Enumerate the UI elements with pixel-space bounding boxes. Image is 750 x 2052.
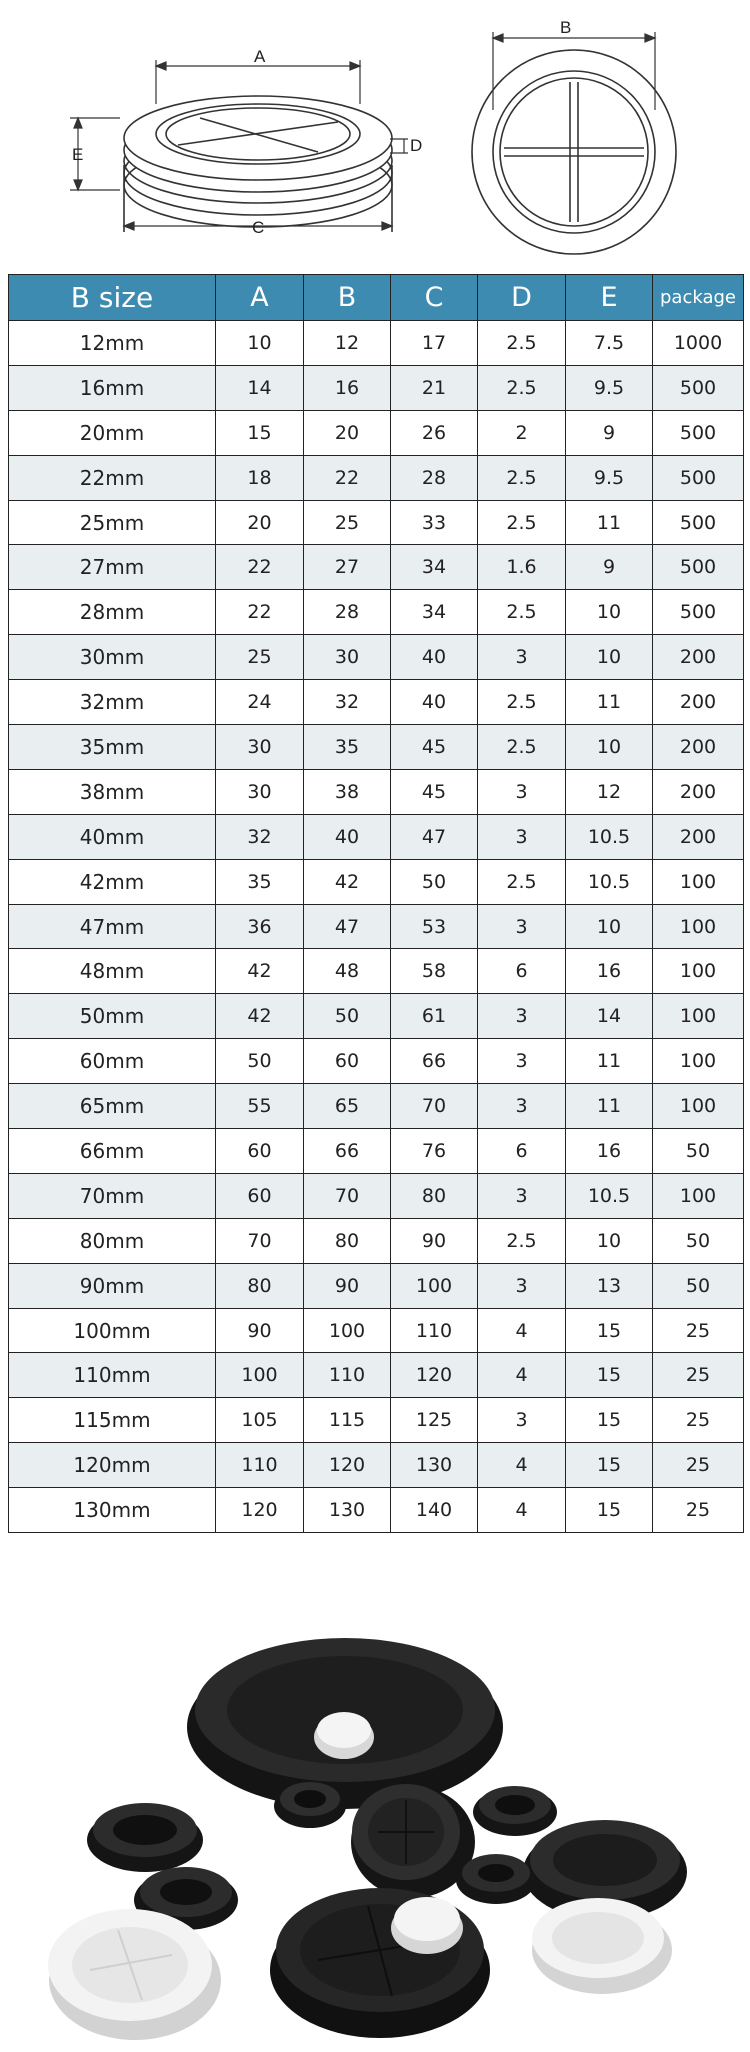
cell-b: 66 — [304, 1129, 391, 1174]
cell-d: 4 — [478, 1443, 566, 1488]
cell-a: 50 — [216, 1039, 304, 1084]
cell-b-size: 38mm — [9, 769, 216, 814]
cell-a: 10 — [216, 321, 304, 366]
cell-c: 40 — [391, 635, 478, 680]
cell-b: 60 — [304, 1039, 391, 1084]
cell-e: 16 — [566, 949, 653, 994]
table-row — [9, 545, 744, 590]
cell-e: 10 — [566, 635, 653, 680]
table-row — [9, 859, 744, 904]
black-grommet-left — [87, 1803, 203, 1872]
cell-e: 15 — [566, 1308, 653, 1353]
cell-b-size: 66mm — [9, 1129, 216, 1174]
cell-d: 2.5 — [478, 455, 566, 500]
cell-d: 2.5 — [478, 859, 566, 904]
table-row — [9, 725, 744, 770]
table-row — [9, 1084, 744, 1129]
cell-b-size: 50mm — [9, 994, 216, 1039]
header-b-size: B size — [9, 275, 216, 321]
cell-d: 1.6 — [478, 545, 566, 590]
cell-d: 2.5 — [478, 725, 566, 770]
cell-e: 10 — [566, 725, 653, 770]
cell-b: 50 — [304, 994, 391, 1039]
cell-c: 130 — [391, 1443, 478, 1488]
cell-package: 500 — [653, 410, 744, 455]
white-grommet-front-small — [391, 1897, 463, 1954]
header-b: B — [304, 275, 391, 321]
cell-package: 200 — [653, 725, 744, 770]
header-a: A — [216, 275, 304, 321]
cell-b-size: 20mm — [9, 410, 216, 455]
cell-e: 10.5 — [566, 814, 653, 859]
cell-d: 3 — [478, 904, 566, 949]
size-table — [8, 274, 744, 1533]
table-row — [9, 1443, 744, 1488]
cell-a: 15 — [216, 410, 304, 455]
cell-d: 3 — [478, 1263, 566, 1308]
cell-b-size: 115mm — [9, 1398, 216, 1443]
cell-b-size: 60mm — [9, 1039, 216, 1084]
dimension-diagram — [0, 0, 750, 270]
cell-d: 4 — [478, 1308, 566, 1353]
cell-a: 105 — [216, 1398, 304, 1443]
cell-d: 2.5 — [478, 365, 566, 410]
cell-b: 42 — [304, 859, 391, 904]
header-d: D — [478, 275, 566, 321]
cell-b-size: 70mm — [9, 1173, 216, 1218]
cell-d: 2.5 — [478, 321, 566, 366]
cell-b: 120 — [304, 1443, 391, 1488]
cell-c: 33 — [391, 500, 478, 545]
cell-e: 10 — [566, 904, 653, 949]
grommet-drawing — [0, 0, 750, 270]
cell-c: 53 — [391, 904, 478, 949]
cell-d: 2.5 — [478, 590, 566, 635]
cell-d: 4 — [478, 1488, 566, 1533]
cell-a: 70 — [216, 1218, 304, 1263]
cell-package: 100 — [653, 949, 744, 994]
cell-a: 30 — [216, 725, 304, 770]
cell-package: 100 — [653, 1039, 744, 1084]
cell-e: 15 — [566, 1443, 653, 1488]
cell-a: 25 — [216, 635, 304, 680]
cell-b: 32 — [304, 680, 391, 725]
cell-e: 11 — [566, 1039, 653, 1084]
cell-c: 28 — [391, 455, 478, 500]
grommets-illustration — [0, 1610, 750, 2040]
cell-a: 14 — [216, 365, 304, 410]
product-photo — [0, 1610, 750, 2040]
cell-a: 35 — [216, 859, 304, 904]
cell-b-size: 80mm — [9, 1218, 216, 1263]
cell-package: 500 — [653, 500, 744, 545]
cell-a: 80 — [216, 1263, 304, 1308]
cell-a: 22 — [216, 590, 304, 635]
cell-c: 120 — [391, 1353, 478, 1398]
cell-package: 50 — [653, 1129, 744, 1174]
cell-package: 500 — [653, 545, 744, 590]
cell-a: 110 — [216, 1443, 304, 1488]
cell-e: 16 — [566, 1129, 653, 1174]
cell-c: 45 — [391, 725, 478, 770]
cell-b: 35 — [304, 725, 391, 770]
cell-b-size: 22mm — [9, 455, 216, 500]
cell-package: 25 — [653, 1308, 744, 1353]
cell-b-size: 90mm — [9, 1263, 216, 1308]
cell-e: 11 — [566, 500, 653, 545]
cell-a: 90 — [216, 1308, 304, 1353]
cell-b: 130 — [304, 1488, 391, 1533]
cell-b-size: 12mm — [9, 321, 216, 366]
table-row — [9, 680, 744, 725]
header-package: package — [653, 275, 744, 321]
cell-c: 70 — [391, 1084, 478, 1129]
cell-b: 115 — [304, 1398, 391, 1443]
cell-package: 500 — [653, 455, 744, 500]
cell-e: 10.5 — [566, 1173, 653, 1218]
cell-c: 90 — [391, 1218, 478, 1263]
cell-e: 11 — [566, 1084, 653, 1129]
cell-b: 20 — [304, 410, 391, 455]
cell-a: 32 — [216, 814, 304, 859]
cell-a: 42 — [216, 949, 304, 994]
cell-package: 1000 — [653, 321, 744, 366]
cell-b-size: 25mm — [9, 500, 216, 545]
white-grommet-small-top — [314, 1712, 374, 1759]
table-row — [9, 1353, 744, 1398]
cell-b: 90 — [304, 1263, 391, 1308]
cell-package: 25 — [653, 1398, 744, 1443]
cell-e: 15 — [566, 1398, 653, 1443]
cell-d: 3 — [478, 994, 566, 1039]
cell-c: 80 — [391, 1173, 478, 1218]
cell-d: 4 — [478, 1353, 566, 1398]
table-row — [9, 635, 744, 680]
cell-d: 3 — [478, 1173, 566, 1218]
table-row — [9, 321, 744, 366]
header-e: E — [566, 275, 653, 321]
cell-d: 2 — [478, 410, 566, 455]
cell-a: 20 — [216, 500, 304, 545]
cell-package: 100 — [653, 1084, 744, 1129]
cell-b: 65 — [304, 1084, 391, 1129]
cell-a: 60 — [216, 1129, 304, 1174]
cell-e: 11 — [566, 680, 653, 725]
cell-a: 120 — [216, 1488, 304, 1533]
cell-b: 70 — [304, 1173, 391, 1218]
table-row — [9, 994, 744, 1039]
table-row — [9, 1039, 744, 1084]
table-row — [9, 949, 744, 994]
grommet-top-view — [472, 50, 676, 254]
cell-e: 14 — [566, 994, 653, 1039]
cell-b-size: 35mm — [9, 725, 216, 770]
cell-b-size: 130mm — [9, 1488, 216, 1533]
cell-b: 48 — [304, 949, 391, 994]
cell-e: 10 — [566, 1218, 653, 1263]
cell-b: 22 — [304, 455, 391, 500]
cell-a: 36 — [216, 904, 304, 949]
cell-a: 100 — [216, 1353, 304, 1398]
cell-e: 9.5 — [566, 365, 653, 410]
cell-b-size: 27mm — [9, 545, 216, 590]
table-row — [9, 1218, 744, 1263]
cell-package: 25 — [653, 1443, 744, 1488]
cell-c: 110 — [391, 1308, 478, 1353]
cell-d: 3 — [478, 814, 566, 859]
cell-b: 16 — [304, 365, 391, 410]
cell-c: 50 — [391, 859, 478, 904]
table-row — [9, 1308, 744, 1353]
cell-b: 40 — [304, 814, 391, 859]
cell-c: 26 — [391, 410, 478, 455]
cell-b: 12 — [304, 321, 391, 366]
cell-b-size: 28mm — [9, 590, 216, 635]
cell-e: 9 — [566, 410, 653, 455]
cell-b-size: 42mm — [9, 859, 216, 904]
cell-e: 13 — [566, 1263, 653, 1308]
cell-b: 27 — [304, 545, 391, 590]
cell-b-size: 48mm — [9, 949, 216, 994]
cell-c: 45 — [391, 769, 478, 814]
cell-c: 17 — [391, 321, 478, 366]
cell-package: 100 — [653, 994, 744, 1039]
cell-e: 9.5 — [566, 455, 653, 500]
table-row — [9, 814, 744, 859]
table-row — [9, 365, 744, 410]
cell-b: 110 — [304, 1353, 391, 1398]
cell-a: 42 — [216, 994, 304, 1039]
cell-e: 12 — [566, 769, 653, 814]
black-grommet-right-top — [473, 1786, 557, 1836]
cell-package: 50 — [653, 1263, 744, 1308]
cell-c: 47 — [391, 814, 478, 859]
table-row — [9, 1263, 744, 1308]
cell-b: 30 — [304, 635, 391, 680]
cell-a: 24 — [216, 680, 304, 725]
cell-package: 100 — [653, 1173, 744, 1218]
cell-d: 2.5 — [478, 1218, 566, 1263]
cell-c: 34 — [391, 590, 478, 635]
cell-package: 25 — [653, 1488, 744, 1533]
cell-package: 500 — [653, 590, 744, 635]
cell-d: 3 — [478, 1039, 566, 1084]
label-a: A — [254, 47, 266, 66]
cell-c: 76 — [391, 1129, 478, 1174]
cell-e: 10 — [566, 590, 653, 635]
cell-b-size: 65mm — [9, 1084, 216, 1129]
table-row — [9, 1488, 744, 1533]
cell-b-size: 16mm — [9, 365, 216, 410]
cell-package: 200 — [653, 680, 744, 725]
cell-b-size: 40mm — [9, 814, 216, 859]
cell-d: 3 — [478, 769, 566, 814]
table-row — [9, 1398, 744, 1443]
white-grommet-right — [532, 1898, 672, 1994]
cell-b: 28 — [304, 590, 391, 635]
cell-e: 10.5 — [566, 859, 653, 904]
table-row — [9, 1173, 744, 1218]
cell-e: 7.5 — [566, 321, 653, 366]
cell-c: 40 — [391, 680, 478, 725]
cell-c: 125 — [391, 1398, 478, 1443]
table-row — [9, 500, 744, 545]
table-row — [9, 410, 744, 455]
cell-b-size: 110mm — [9, 1353, 216, 1398]
cell-b: 25 — [304, 500, 391, 545]
cell-b: 100 — [304, 1308, 391, 1353]
cell-b-size: 32mm — [9, 680, 216, 725]
cell-b: 80 — [304, 1218, 391, 1263]
table-row — [9, 904, 744, 949]
cell-package: 200 — [653, 814, 744, 859]
cell-c: 58 — [391, 949, 478, 994]
cell-d: 3 — [478, 635, 566, 680]
label-c: C — [252, 218, 265, 237]
cell-e: 15 — [566, 1488, 653, 1533]
cell-package: 50 — [653, 1218, 744, 1263]
cell-c: 34 — [391, 545, 478, 590]
cell-d: 3 — [478, 1084, 566, 1129]
cell-d: 3 — [478, 1398, 566, 1443]
cell-b-size: 47mm — [9, 904, 216, 949]
cell-c: 100 — [391, 1263, 478, 1308]
cell-package: 25 — [653, 1353, 744, 1398]
header-c: C — [391, 275, 478, 321]
cell-b: 47 — [304, 904, 391, 949]
cell-a: 60 — [216, 1173, 304, 1218]
label-e: E — [72, 145, 84, 164]
cell-a: 55 — [216, 1084, 304, 1129]
cell-package: 200 — [653, 769, 744, 814]
cell-a: 18 — [216, 455, 304, 500]
table-row — [9, 455, 744, 500]
cell-b-size: 120mm — [9, 1443, 216, 1488]
cell-a: 22 — [216, 545, 304, 590]
cell-d: 2.5 — [478, 500, 566, 545]
cell-package: 500 — [653, 365, 744, 410]
cell-b-size: 100mm — [9, 1308, 216, 1353]
table-header-row — [9, 275, 744, 321]
cell-b-size: 30mm — [9, 635, 216, 680]
cell-c: 61 — [391, 994, 478, 1039]
cell-b: 38 — [304, 769, 391, 814]
cell-package: 100 — [653, 859, 744, 904]
cell-e: 15 — [566, 1353, 653, 1398]
cell-c: 66 — [391, 1039, 478, 1084]
cell-c: 140 — [391, 1488, 478, 1533]
cell-package: 100 — [653, 904, 744, 949]
cell-e: 9 — [566, 545, 653, 590]
table-body — [9, 321, 744, 1533]
cell-a: 30 — [216, 769, 304, 814]
cell-d: 6 — [478, 1129, 566, 1174]
table-row — [9, 590, 744, 635]
cell-d: 2.5 — [478, 680, 566, 725]
cell-c: 21 — [391, 365, 478, 410]
label-b: B — [560, 18, 572, 37]
table-row — [9, 1129, 744, 1174]
cell-package: 200 — [653, 635, 744, 680]
label-d: D — [410, 136, 423, 155]
table-row — [9, 769, 744, 814]
cell-d: 6 — [478, 949, 566, 994]
grommet-side-view — [124, 96, 392, 232]
